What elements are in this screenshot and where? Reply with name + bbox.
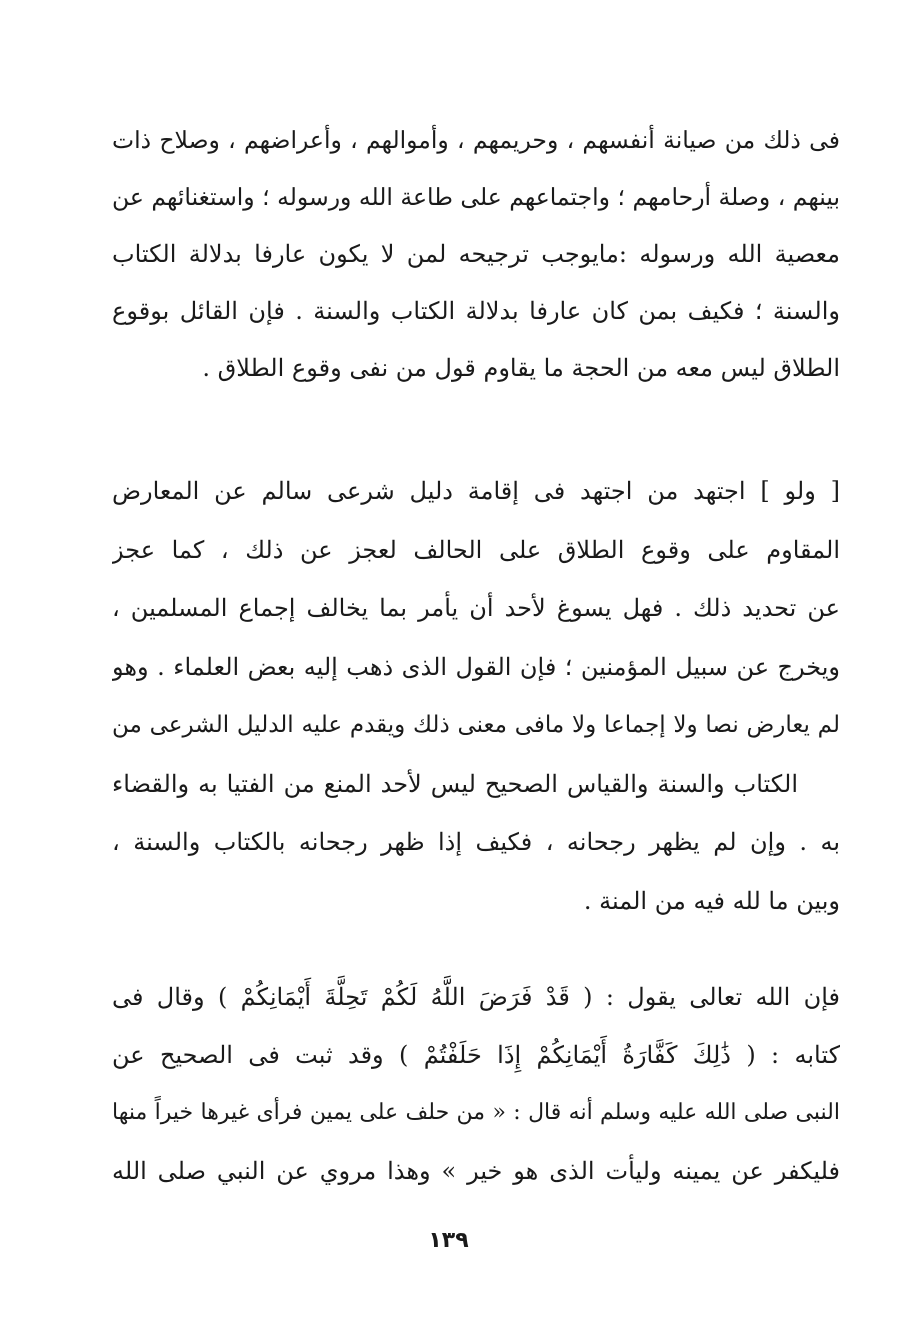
- page-number: ١٣٩: [428, 1228, 469, 1253]
- text-line: عن تحديد ذلك . فهل يسوغ لأحد أن يأمر بما يخالف إجماع المسلمين ،: [112, 594, 840, 622]
- text-line: وبين ما لله فيه من المنة .: [583, 886, 840, 915]
- text-line: ويخرج عن سبيل المؤمنين ؛ فإن القول الذى ذهب إليه بعض العلماء . وهو: [112, 652, 840, 681]
- text-line: الطلاق ليس معه من الحجة ما يقاوم قول من نفى وقوع الطلاق .: [202, 354, 840, 382]
- text-line: لم يعارض نصا ولا إجماعا ولا مافى معنى ذلك ويقدم عليه الدليل الشرعى من: [112, 712, 840, 738]
- paragraph-2: [112, 462, 840, 930]
- paragraph-3: [112, 968, 840, 1200]
- text-line: الكتاب والسنة والقياس الصحيح ليس لأحد المنع من الفتيا به والقضاء: [112, 769, 798, 798]
- paragraph-1: [112, 112, 840, 397]
- text-line: بينهم ، وصلة أرحامهم ؛ واجتماعهم على طاعة الله ورسوله ؛ واستغنائهم عن: [112, 183, 840, 211]
- text-line-quran-quote: كتابه : ( ذَٰلِكَ كَفَّارَةُ أَيْمَانِكُمْ إِذَا حَلَفْتُمْ ) وقد ثبت فى الصحيح عن: [112, 1041, 840, 1069]
- text-line: المقاوم على وقوع الطلاق على الحالف لعجز عن ذلك ، كما عجز: [112, 535, 840, 564]
- text-line: فليكفر عن يمينه وليأت الذى هو خير » وهذا مروي عن النبي صلى الله: [112, 1157, 840, 1185]
- text-line: النبى صلى الله عليه وسلم أنه قال : « من حلف على يمين فرأى غيرها خيراً منها: [112, 1100, 840, 1125]
- text-line: فى ذلك من صيانة أنفسهم ، وحريمهم ، وأموالهم ، وأعراضهم ، وصلاح ذات: [112, 126, 840, 154]
- text-line-quran-quote: فإن الله تعالى يقول : ( قَدْ فَرَضَ اللَّهُ لَكُمْ تَحِلَّةَ أَيْمَانِكُمْ ) وقال فى: [112, 983, 840, 1011]
- text-line: والسنة ؛ فكيف بمن كان عارفا بدلالة الكتاب والسنة . فإن القائل بوقوع: [112, 297, 840, 325]
- text-line: به . وإن لم يظهر رجحانه ، فكيف إذا ظهر رجحانه بالكتاب والسنة ،: [112, 828, 840, 856]
- text-line: [ ولو ] اجتهد من اجتهد فى إقامة دليل شرعى سالم عن المعارض: [112, 477, 840, 505]
- text-line: معصية الله ورسوله :مايوجب ترجيحه لمن لا يكون عارفا بدلالة الكتاب: [112, 240, 840, 268]
